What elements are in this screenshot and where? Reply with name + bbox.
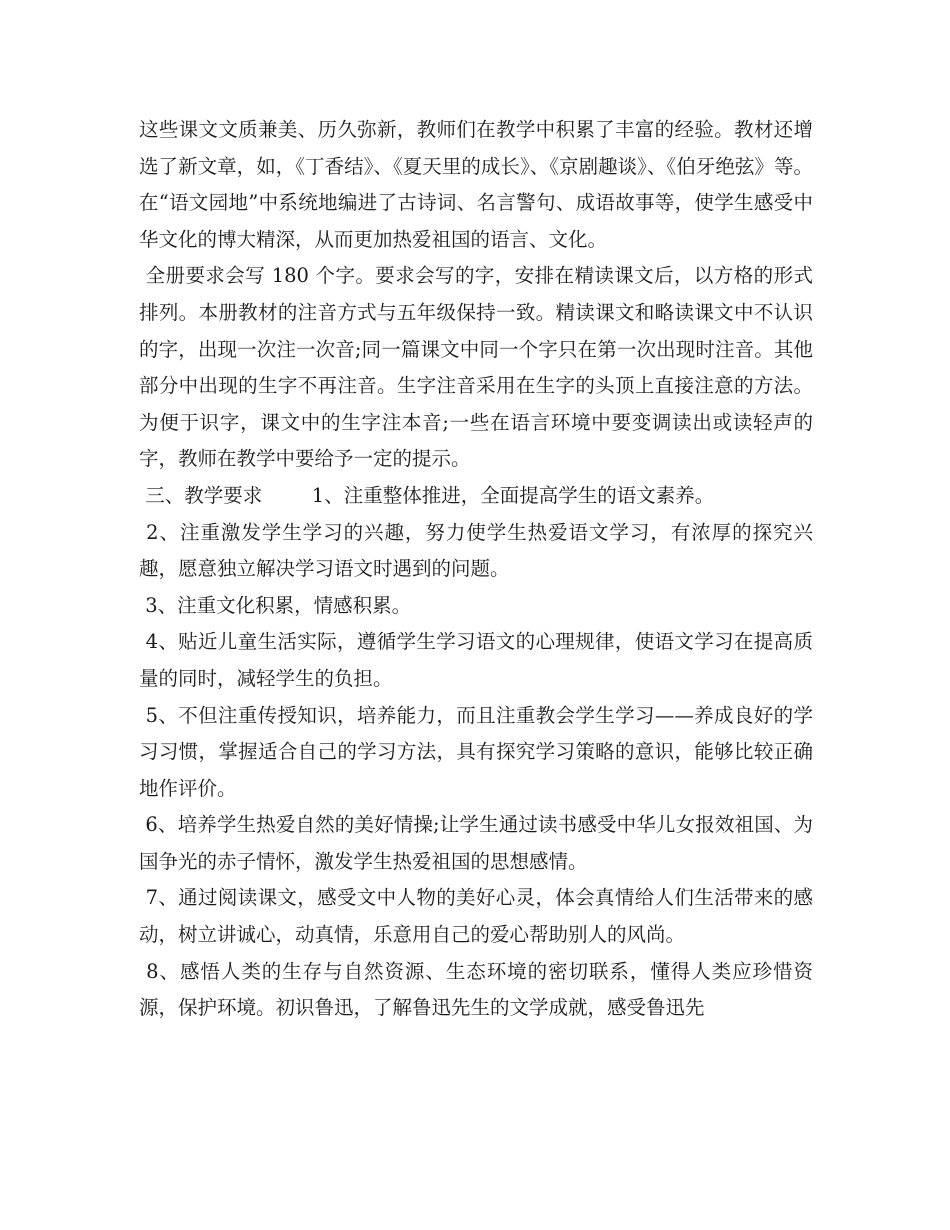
paragraph-requirement-7: 7、通过阅读课文，感受文中人物的美好心灵，体会真情给人们生活带来的感动，树立讲诚心，动真情，乐意用自己的爱心帮助别人的风尚。 <box>139 886 813 947</box>
paragraph-requirement-2: 2、注重激发学生学习的兴趣，努力使学生热爱语文学习，有浓厚的探究兴趣，愿意独立解决学习语文时遇到的问题。 <box>139 520 813 581</box>
paragraph-requirement-6: 6、培养学生热爱自然的美好情操;让学生通过读书感受中华儿女报效祖国、为国争光的赤子情怀，激发学生热爱祖国的思想感情。 <box>139 813 813 873</box>
paragraph-textbook-selection: 这些课文文质兼美、历久弥新，教师们在教学中积累了丰富的经验。教材还增选了新文章，如，《丁香结》、《夏天里的成长》、《京剧趣谈》、《伯牙绝弦》等。在“语文园地”中系统地编进了古诗词、名言警句、成语故事等，使学生感受中华文化的博大精深，从而更加热爱祖国的语言、文化。 <box>139 118 813 251</box>
paragraph-teaching-requirements-1: 三、教学要求 1、注重整体推进，全面提高学生的语文素养。 <box>139 483 715 507</box>
paragraph-writing-requirements: 全册要求会写 180 个字。要求会写的字，安排在精读课文后，以方格的形式排列。本册教材的注音方式与五年级保持一致。精读课文和略读课文中不认识的字，出现一次注一次音;同一篇课文中同一个字只在第一次出现时注音。其他部分中出现的生字不再注音。生字注音采用在生字的头顶上直接注意的方法。为便于识字，课文中的生字注本音;一些在语言环境中要变调读出或读轻声的字，教师在教学中要给予一定的提示。 <box>139 264 813 471</box>
paragraph-requirement-5: 5、不但注重传授知识，培养能力，而且注重教会学生学习——养成良好的学习习惯，掌握适合自己的学习方法，具有探究学习策略的意识，能够比较正确地作评价。 <box>139 703 813 800</box>
document-body <box>139 112 813 1027</box>
paragraph-requirement-3: 3、注重文化积累，情感积累。 <box>139 593 412 617</box>
paragraph-requirement-8: 8、感悟人类的生存与自然资源、生态环境的密切联系，懂得人类应珍惜资源，保护环境。初识鲁迅，了解鲁迅先生的文学成就，感受鲁迅先 <box>139 959 813 1020</box>
paragraph-requirement-4: 4、贴近儿童生活实际，遵循学生学习语文的心理规律，使语文学习在提高质量的同时，减轻学生的负担。 <box>139 630 813 690</box>
